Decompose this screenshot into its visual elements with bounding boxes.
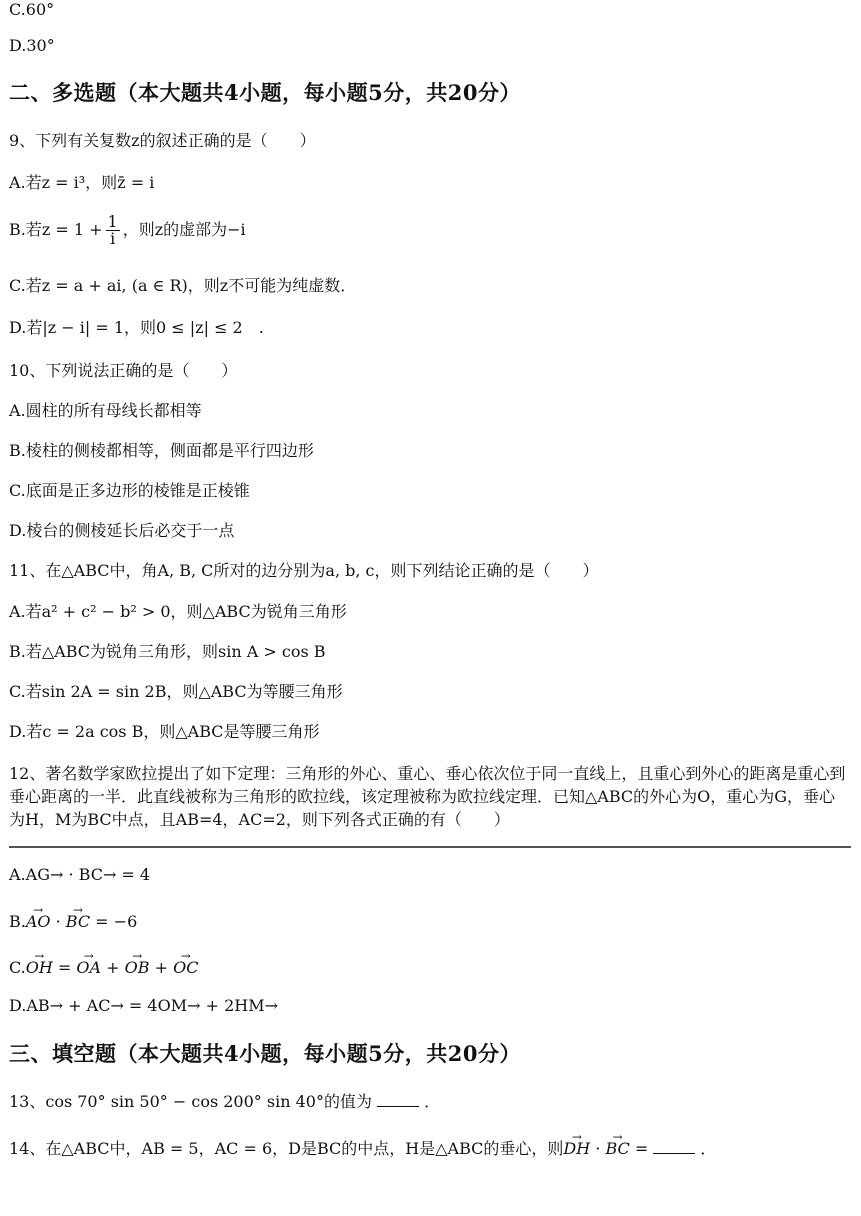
question-12: 12、著名数学家欧拉提出了如下定理：三角形的外心、重心、垂心依次位于同一直线上，且重心到外心的距离是重心到垂心距离的一半．此直线被称为三角形的欧拉线，该定理被称为欧拉线定理．已知△ABC的外心为O，重心为G，垂心为H，M为BC中点，且AB=4，AC=2，则下列各式正确的有（ ） <box>9 764 846 829</box>
q13-end: ． <box>424 1092 441 1111</box>
vector-oh: → OH <box>26 958 53 978</box>
question-14 <box>9 1139 716 1159</box>
vector-dh: → DH <box>563 1139 590 1159</box>
dot-operator: · <box>590 1139 606 1158</box>
vector-oc: → OC <box>173 958 198 978</box>
q11-option-a: A.若a² + c² − b² > 0，则△ABC为锐角三角形 <box>9 602 347 621</box>
option-d-30: D.30° <box>9 36 55 55</box>
q10-option-a: A.圆柱的所有母线长都相等 <box>9 401 202 420</box>
q9-option-d: D.若|z − i| = 1，则0 ≤ |z| ≤ 2 . <box>9 318 264 337</box>
q11-option-d: D.若c = 2a cos B，则△ABC是等腰三角形 <box>9 722 320 741</box>
q10-option-b: B.棱柱的侧棱都相等，侧面都是平行四边形 <box>9 441 314 460</box>
answer-blank[interactable] <box>377 1092 419 1107</box>
q12-option-b <box>9 912 137 932</box>
q13-text: 13、cos 70° sin 50° − cos 200° sin 40°的值为 <box>9 1092 372 1111</box>
q9-option-a: A.若z = i³，则z̄ = i <box>9 173 155 192</box>
question-10: 10、下列说法正确的是（ ） <box>9 361 238 380</box>
q9b-text-after: ，则z的虚部为−i <box>122 220 246 239</box>
vector-ob: → OB <box>125 958 150 978</box>
q12b-result: = −6 <box>90 912 138 931</box>
question-9: 9、下列有关复数z的叙述正确的是（ ） <box>9 131 316 150</box>
divider-line <box>9 846 851 848</box>
answer-blank[interactable] <box>653 1139 695 1154</box>
q9-option-b <box>9 210 246 250</box>
section-3-heading: 三、填空题（本大题共4小题，每小题5分，共20分） <box>9 1041 521 1066</box>
q12b-label: B. <box>9 912 26 931</box>
q12-option-c <box>9 958 198 978</box>
vector-ao: → AO <box>26 912 51 932</box>
q9b-fraction <box>106 214 120 247</box>
equals-sign: = <box>52 958 77 977</box>
option-c-60: C.60° <box>9 0 55 19</box>
q9b-text-before: B.若z = 1 + <box>9 220 103 239</box>
q12-option-a: A.AG→ · BC→ = 4 <box>9 865 151 884</box>
q12-option-d: D.AB→ + AC→ = 4OM→ + 2HM→ <box>9 996 279 1015</box>
q10-option-d: D.棱台的侧棱延长后必交于一点 <box>9 521 235 540</box>
q9-option-c: C.若z = a + ai, (a ∈ R)，则z不可能为纯虚数． <box>9 276 357 295</box>
plus-sign: + <box>149 958 174 977</box>
question-13 <box>9 1092 440 1112</box>
q9b-denominator: i <box>110 229 116 248</box>
q12c-label: C. <box>9 958 26 977</box>
q14-end: ． <box>700 1139 717 1158</box>
q10-option-c: C.底面是正多边形的棱锥是正棱锥 <box>9 481 250 500</box>
q11-option-b: B.若△ABC为锐角三角形，则sin A > cos B <box>9 642 326 661</box>
dot-operator: · <box>50 912 66 931</box>
q11-option-c: C.若sin 2A = sin 2B，则△ABC为等腰三角形 <box>9 682 343 701</box>
section-2-heading: 二、多选题（本大题共4小题，每小题5分，共20分） <box>9 80 521 105</box>
vector-bc: → BC <box>66 912 90 932</box>
vector-oa: → OA <box>76 958 101 978</box>
plus-sign: + <box>101 958 125 977</box>
q9b-numerator: 1 <box>107 212 118 231</box>
vector-bc: → BC <box>605 1139 629 1159</box>
question-11: 11、在△ABC中，角A, B, C所对的边分别为a, b, c，则下列结论正确的是（ ） <box>9 561 599 580</box>
q14-text: 14、在△ABC中，AB = 5，AC = 6，D是BC的中点，H是△ABC的垂心，则 <box>9 1139 564 1158</box>
equals-sign: = <box>629 1139 654 1158</box>
